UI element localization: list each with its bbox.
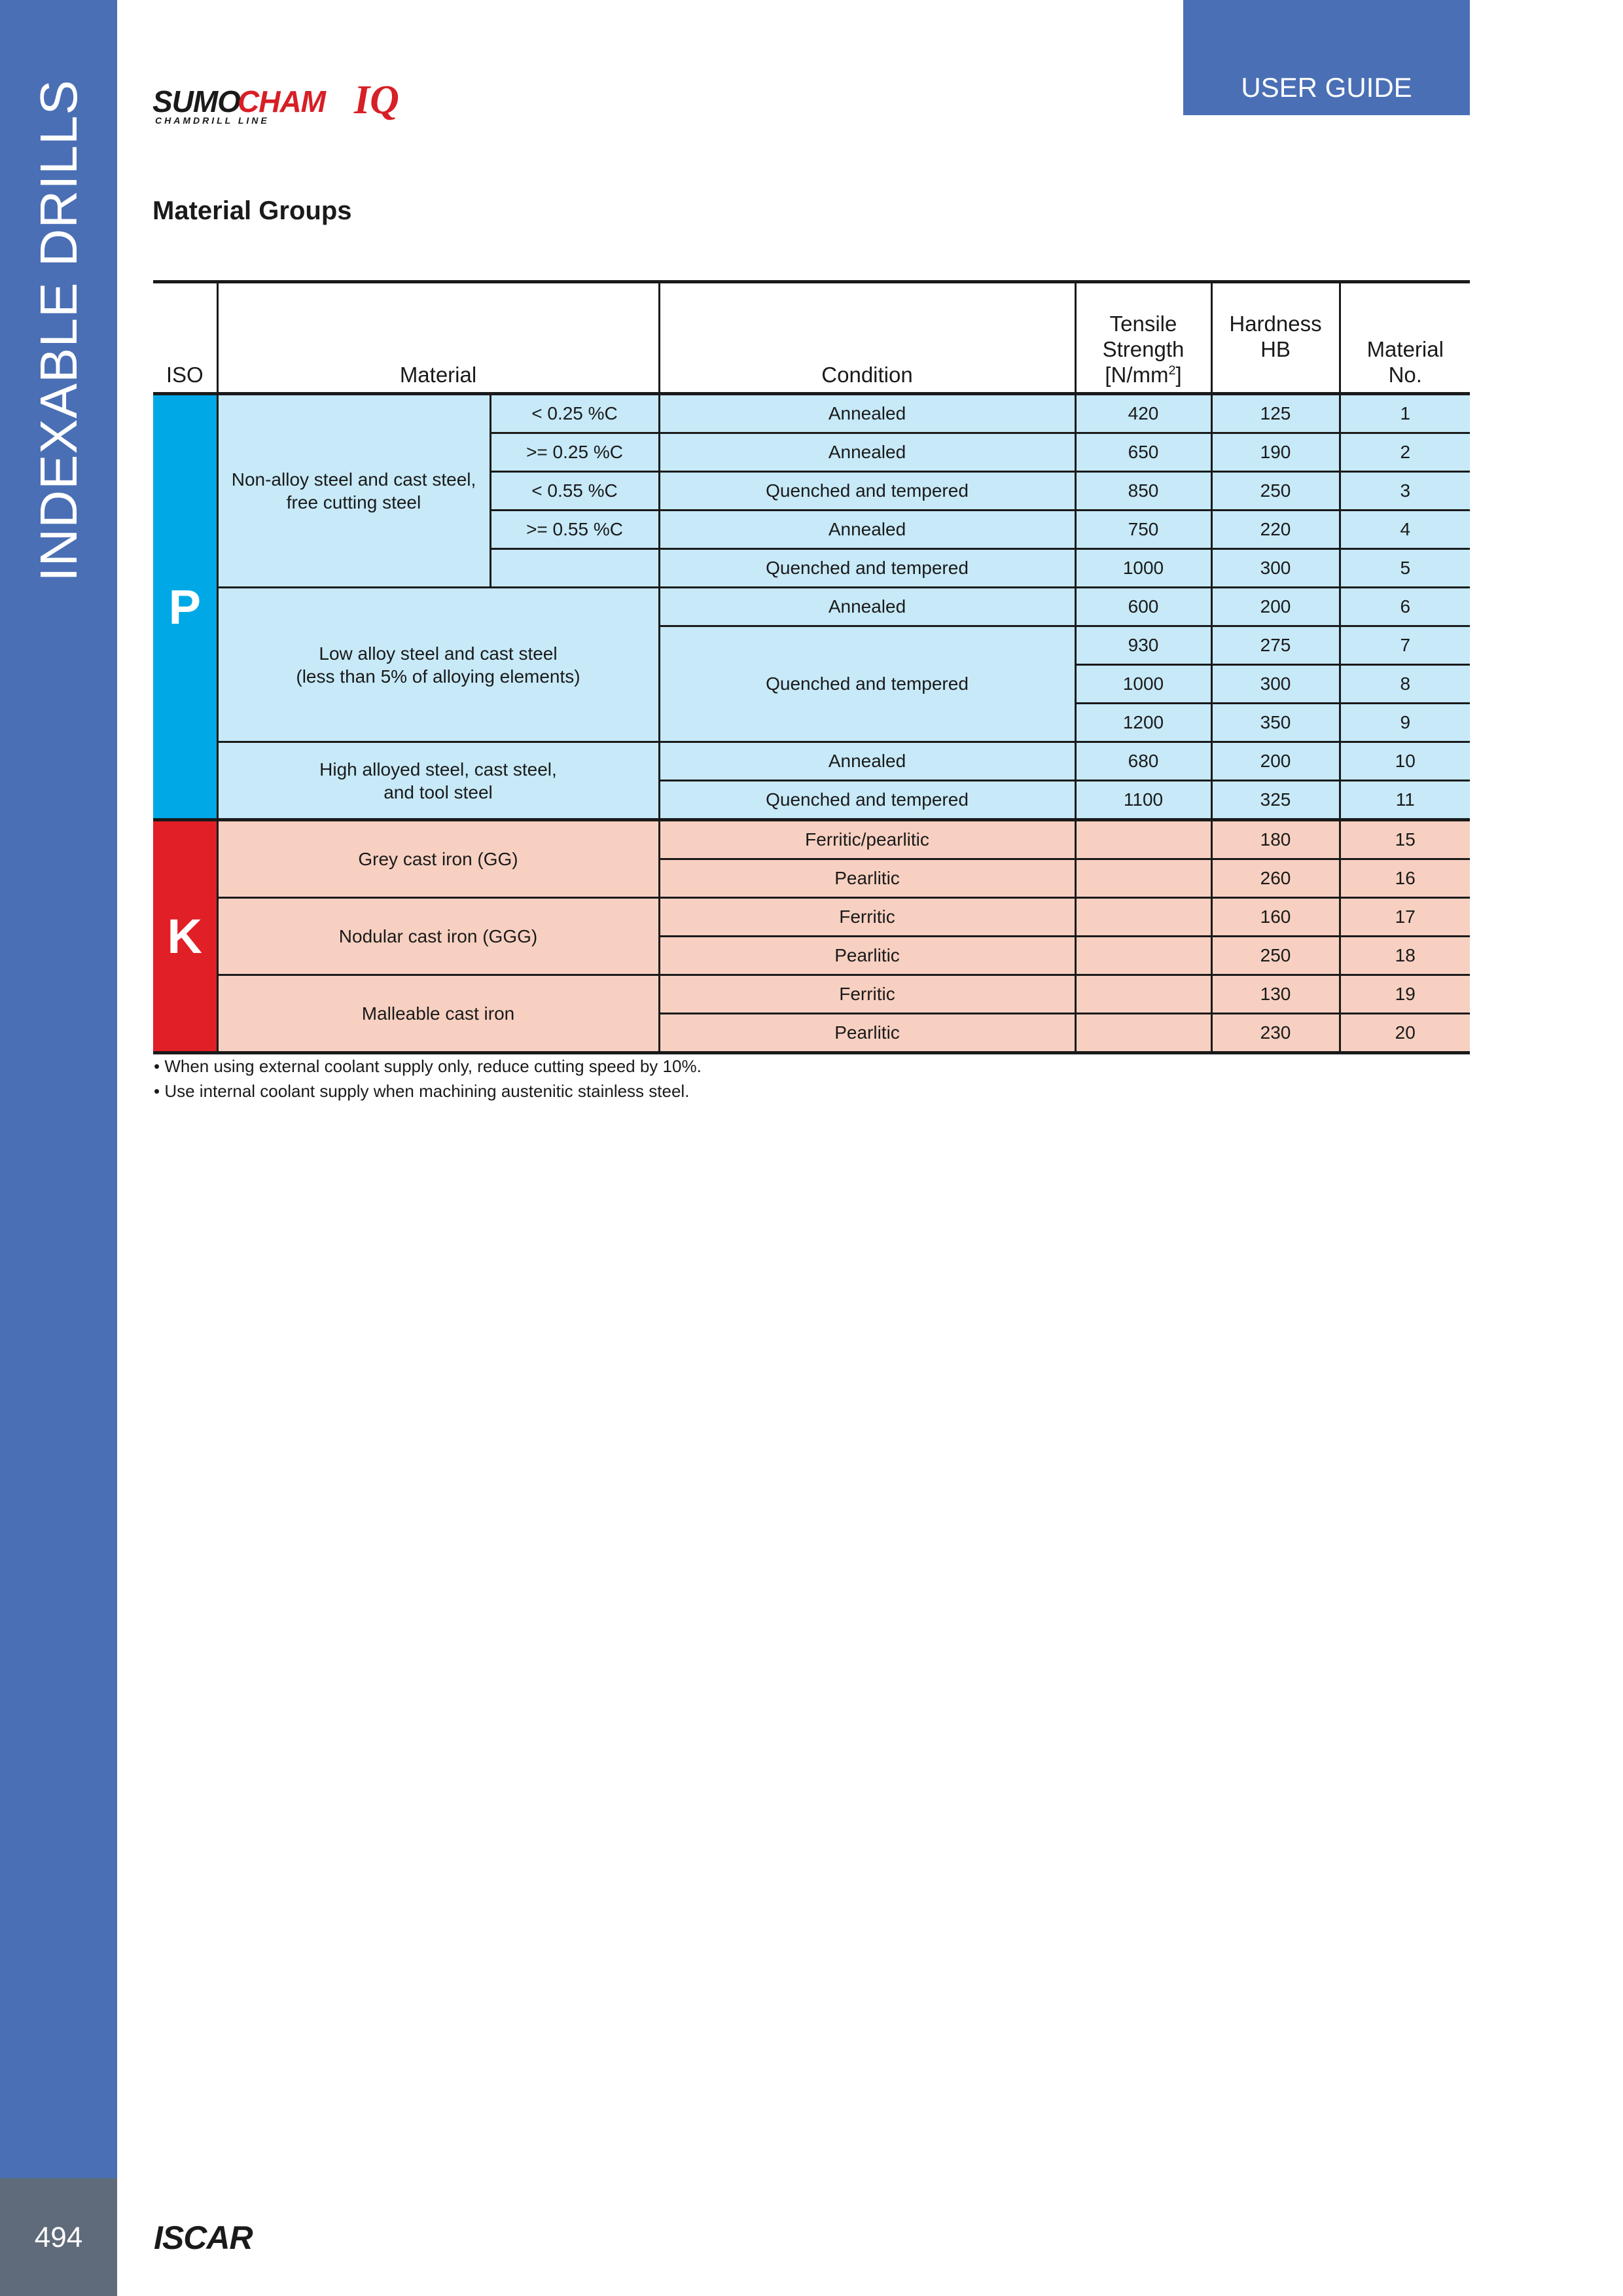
condition-cell: Ferritic [659, 898, 1075, 937]
condition-cell: Annealed [659, 511, 1075, 549]
hardness-cell: 160 [1211, 898, 1340, 937]
material-no-cell: 8 [1340, 665, 1470, 704]
material-no-cell: 7 [1340, 626, 1470, 665]
material-cell: Low alloy steel and cast steel (less than 5% of alloying elements) [217, 588, 659, 742]
material-cell: Non-alloy steel and cast steel, free cutting steel [217, 394, 490, 588]
hardness-cell: 125 [1211, 394, 1340, 433]
condition-cell: Pearlitic [659, 1014, 1075, 1053]
table-row [153, 975, 1470, 1014]
hardness-cell: 260 [1211, 859, 1340, 898]
header-hardness: Hardness HB [1211, 282, 1340, 394]
hardness-cell: 200 [1211, 588, 1340, 626]
table-row [153, 820, 1470, 859]
material-no-cell: 5 [1340, 549, 1470, 588]
material-cell: High alloyed steel, cast steel, and tool steel [217, 742, 659, 820]
tensile-cell: 1000 [1075, 665, 1211, 704]
carbon-subgroup [490, 549, 659, 588]
condition-cell: Annealed [659, 394, 1075, 433]
material-no-cell: 3 [1340, 472, 1470, 511]
tensile-cell: 930 [1075, 626, 1211, 665]
condition-cell: Quenched and tempered [659, 626, 1075, 742]
iscar-logo: ISCAR [154, 2219, 253, 2256]
hardness-cell: 130 [1211, 975, 1340, 1014]
header-condition: Condition [659, 282, 1075, 394]
hardness-cell: 275 [1211, 626, 1340, 665]
material-no-cell: 20 [1340, 1014, 1470, 1053]
condition-cell: Quenched and tempered [659, 549, 1075, 588]
header-material-no: Material No. [1340, 282, 1470, 394]
material-no-cell: 15 [1340, 820, 1470, 859]
tensile-cell: 750 [1075, 511, 1211, 549]
tensile-cell [1075, 937, 1211, 975]
table-row [153, 394, 1470, 433]
logo-sumo: SUMO [152, 84, 240, 118]
table-notes [154, 1054, 702, 1103]
condition-cell: Annealed [659, 742, 1075, 781]
tensile-cell: 1100 [1075, 781, 1211, 820]
material-no-cell: 16 [1340, 859, 1470, 898]
condition-cell: Pearlitic [659, 937, 1075, 975]
hardness-cell: 250 [1211, 472, 1340, 511]
material-groups-table [153, 280, 1470, 1054]
material-cell: Malleable cast iron [217, 975, 659, 1053]
tensile-cell: 600 [1075, 588, 1211, 626]
table-row [153, 898, 1470, 937]
note-internal-coolant: • Use internal coolant supply when machining austenitic stainless steel. [154, 1081, 690, 1101]
tensile-cell [1075, 859, 1211, 898]
material-no-cell: 17 [1340, 898, 1470, 937]
material-cell: Nodular cast iron (GGG) [217, 898, 659, 975]
condition-cell: Quenched and tempered [659, 781, 1075, 820]
tensile-cell: 420 [1075, 394, 1211, 433]
hardness-cell: 325 [1211, 781, 1340, 820]
user-guide-tab [1183, 0, 1470, 115]
tensile-cell [1075, 975, 1211, 1014]
tensile-cell [1075, 820, 1211, 859]
header-material: Material [217, 282, 659, 394]
material-no-cell: 11 [1340, 781, 1470, 820]
carbon-subgroup: >= 0.55 %C [490, 511, 659, 549]
tensile-cell: 1200 [1075, 704, 1211, 742]
page-number: 494 [34, 2221, 83, 2253]
page-number-box [0, 2178, 117, 2296]
header-tensile: Tensile Strength $[N/mm^2]$ [1075, 282, 1211, 394]
tensile-cell: 850 [1075, 472, 1211, 511]
hardness-cell: 230 [1211, 1014, 1340, 1053]
logo-iq: IQ [354, 78, 399, 122]
condition-cell: Ferritic [659, 975, 1075, 1014]
note-external-coolant: • When using external coolant supply only, reduce cutting speed by 10%. [154, 1056, 702, 1076]
material-no-cell: 9 [1340, 704, 1470, 742]
tensile-cell: 680 [1075, 742, 1211, 781]
table-row [153, 742, 1470, 781]
carbon-subgroup: >= 0.25 %C [490, 433, 659, 472]
hardness-cell: 180 [1211, 820, 1340, 859]
hardness-cell: 300 [1211, 665, 1340, 704]
material-no-cell: 19 [1340, 975, 1470, 1014]
tensile-cell: 650 [1075, 433, 1211, 472]
hardness-cell: 350 [1211, 704, 1340, 742]
material-no-cell: 18 [1340, 937, 1470, 975]
hardness-cell: 220 [1211, 511, 1340, 549]
tensile-cell [1075, 1014, 1211, 1053]
table-header-row [153, 282, 1470, 394]
table-row [153, 588, 1470, 626]
tensile-cell: 1000 [1075, 549, 1211, 588]
header-iso: ISO [153, 282, 217, 394]
material-no-cell: 6 [1340, 588, 1470, 626]
iso-group-k: K [153, 820, 217, 1053]
hardness-cell: 190 [1211, 433, 1340, 472]
sidebar-title: INDEXABLE DRILLS [29, 79, 88, 582]
user-guide-label: USER GUIDE [1241, 72, 1412, 103]
logo-subline: CHAMDRILL LINE [155, 115, 270, 126]
carbon-subgroup: < 0.25 %C [490, 394, 659, 433]
sumochamiq-logo [152, 77, 414, 130]
section-title: Material Groups [152, 196, 352, 225]
condition-cell: Quenched and tempered [659, 472, 1075, 511]
material-no-cell: 1 [1340, 394, 1470, 433]
hardness-cell: 300 [1211, 549, 1340, 588]
iso-group-p: P [153, 394, 217, 820]
logo-cham: CHAM [238, 84, 325, 118]
tensile-cell [1075, 898, 1211, 937]
material-cell: Grey cast iron (GG) [217, 820, 659, 898]
condition-cell: Annealed [659, 588, 1075, 626]
condition-cell: Pearlitic [659, 859, 1075, 898]
sidebar [0, 0, 117, 2178]
material-no-cell: 2 [1340, 433, 1470, 472]
hardness-cell: 200 [1211, 742, 1340, 781]
carbon-subgroup: < 0.55 %C [490, 472, 659, 511]
condition-cell: Annealed [659, 433, 1075, 472]
condition-cell: Ferritic/pearlitic [659, 820, 1075, 859]
material-no-cell: 4 [1340, 511, 1470, 549]
material-no-cell: 10 [1340, 742, 1470, 781]
hardness-cell: 250 [1211, 937, 1340, 975]
